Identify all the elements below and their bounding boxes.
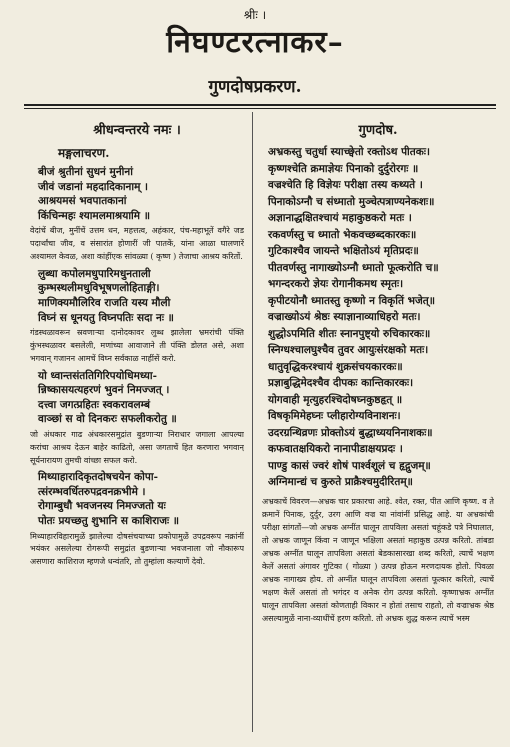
verse-line: गुटिकाश्चैव जायन्ते भक्षितोऽयं मृतिप्रदः॥ — [268, 245, 419, 257]
verse-line: धातुवृद्धिकरश्चायं शुक्रसंचयकारकः॥ — [268, 360, 403, 373]
verse-line: न्निष्कासयत्यहरणं भुवनं निमज्जत् । — [38, 384, 170, 397]
verse-line: स्निग्धश्चालघुश्चैव तुवर आयुःसंरक्षको मतः। — [268, 344, 429, 356]
verse-line: दत्त्वा जगत्प्रहितः स्वकरावलम्बं — [38, 398, 150, 411]
verse-line: जीवं जडानां महदादिकानाम् । — [38, 180, 149, 193]
verse-line: रोगाम्बुधौ भवजनस्य निमज्जतो यः — [38, 500, 166, 513]
sri-mark: श्रीः । — [243, 8, 267, 22]
verse-line: वज्राख्योऽयं श्रेष्ठः स्याज्ञानाव्याधिहरो मतः। — [268, 311, 421, 323]
verse-line: विषकृमिमेहघ्नः प्लीहारोग्यविनाशनः। — [268, 410, 401, 422]
verse-line: कृपीटयोनौ ध्मातस्तु कृष्णो न विकृतिं भजेत्॥ — [268, 294, 436, 307]
section-heading-gundosh: गुणदोष. — [358, 123, 398, 138]
column-divider — [252, 112, 253, 732]
verse-line: पिनाकोऽग्नौ च संध्मातो मुञ्चेत्पत्राण्यनेकशः॥ — [268, 195, 435, 208]
commentary-paragraph: गंडस्थळावरून स्रवणाऱ्या दानोदकावर लुब्ध झालेला भ्रमरांची पंक्ति कुंभस्थळावर बसलेली, मणांच्या आवाजाने ती पंक्ति डोलत असे, अशा भगवान् गजानन आमचें विघ्न सर्वकाळ नाहींसें करो. — [30, 328, 244, 363]
header-rule-thick — [24, 104, 496, 106]
verse-line: लुब्धा कपोलमधुपारिमधुनताली — [38, 267, 151, 280]
verse-line: अग्निमान्द्यं च कुरुते प्राक्रैश्चमुदीरितम्॥ — [268, 476, 413, 488]
verse-line: भगन्दरकरो ज्ञेयः रोगानीकमथ स्मृतः। — [268, 278, 404, 290]
invocation-heading: श्रीधन्वन्तरये नमः । — [93, 123, 181, 138]
verse-line: अभ्रकस्तु चतुर्धा स्याच्छ्वेतो रक्तोऽथ पीतकः। — [268, 146, 430, 158]
verse-line: कुम्भस्थलीमधुविभूषणलोहिताङ्गी। — [38, 282, 160, 295]
verse-line: प्रज्ञाबुद्धिमेदश्चैव दीपकः कान्तिकारकः। — [268, 377, 414, 389]
verse-line: पाण्डु कासं ज्वरं शोषं पार्श्वशूलं च हृद्गुजम्॥ — [268, 459, 431, 472]
section-heading-mangalacharan: मङ्गलाचरण. — [58, 146, 110, 160]
verse-block — [30, 470, 244, 528]
verse-line: मिथ्याहारादिकृतदोषचयेन कोपा- — [38, 471, 158, 484]
chapter-subtitle: गुणदोषप्रकरण. — [208, 77, 302, 97]
right-column — [262, 116, 494, 736]
verse-line: आश्रयमसं भवपातकानां — [38, 195, 127, 208]
verse-line: कफवातक्षयिकरो नानापीडाक्षयप्रदः । — [268, 443, 403, 455]
verse-line: शुद्धोऽपमिति शीतः स्नानपुष्ट्यो रुचिकारकः॥ — [268, 327, 431, 340]
verse-line: अज्ञानाद्धक्षितश्चायं महाकुष्ठकरो मतः । — [268, 212, 412, 224]
verse-line: पीतवर्णस्तु नागाख्योऽग्नौ ध्मातो फूत्करोति च॥ — [268, 261, 439, 274]
verse-block — [30, 369, 244, 427]
verse-block — [30, 267, 244, 325]
verse-line: योगवाही मृत्युहरश्चिदोषघ्नकुष्ठहृत् ॥ — [268, 393, 403, 406]
commentary-paragraph: वेदांचें बीज, मुनींचें उत्तम धन, महत्तत्व, अहंकार, पंच-महाभूतें वगैरे जड पदार्थांचा जीव, व संसारांत होणारीं जी पातकें, यांना आळा घालणारें अश्यामल केवळ, अशा कांहींएक सांवळ्या ( कृष्ण ) तेजाचा आश्रय करितों. — [30, 226, 244, 261]
verse-line: माणिक्यमौलिरिव राजति यस्य मौली — [38, 296, 171, 309]
commentary-paragraph: अभ्रकाचें विवरण—अभ्रक चार प्रकारचा आहे. श्वेत, रक्त, पीत आणि कृष्ण. व ते क्रमानें पिनाक, दुर्दुर, उरग आणि वज्र या नांवांनीं प्रसिद्ध आहे. या अभ्रकांची परीक्षा सांगतों—जो अभ्रक अग्नींत घालून तापविला असतां चहूंकडे पत्रे निघालात, तो अभ्रक जाणून किंवा न जाणून भक्षिला असतां महाकुष्ठ उत्पन्न करितो. तांबडा अभ्रक अग्नींत घालून तापविला असतां बेडकासारखा शब्द करितो, त्याचें भक्षण केलें असतां अंगावर गुटिका ( गोळ्या ) उत्पन्न होऊन मरणदायक होतो. पिवळा अभ्रक नागाख्य होय. तो अग्नींत घालून तापविला असतां फूत्कार करितो, त्याचें भक्षण केलें असतां तो भगंदर व अनेक रोग उत्पन्न करितो. कृष्णाभ्रक अग्नींत घालून तापविला असतां कोणताही विकार न होतां तसाच राहतो, तो वज्राभ्रक श्रेष्ठ असल्यामुळें नाना-व्याधींचें हरण करितो. तो अभ्रक शुद्ध करून त्याचें भस्म — [262, 496, 494, 623]
verse-line: उदरग्रन्थिव्रणः प्रोक्तोऽयं बुद्धाध्ययनिनाशकः॥ — [268, 426, 433, 439]
verse-line: वज्रश्चेति हि विज्ञेयः परीक्षा तस्य कथ्यते । — [268, 179, 423, 191]
verse-line: पोतः प्रयच्छतु शुभानि स काशिराजः ॥ — [38, 515, 180, 528]
commentary-paragraph: जो अंधकार गाढ अंधकारसमुद्रांत बुडणाऱ्या निराधार जगाला आपल्या करांचा आश्रय देऊन बाहेर काढितो, असा जगताचें हित करणारा भगवान् सूर्यनारायण तुमची वांच्छा सफल करो. — [30, 429, 244, 465]
commentary-paragraph: मिथ्याहारविहारामुळें झालेल्या दोषसंचयाच्या प्रकोपामुळें उपद्रवरूप नक्रांनीं भयंकर असलेल्या रोगरूपी समुद्रांत बुडणाऱ्या भवजनाला जो नौकारूप असणारा काशिराज म्हणजे धन्वंतरि, तो तुम्हांला कल्याणें देवो. — [30, 531, 244, 567]
page-title: निघण्टरत्नाकर– — [166, 25, 344, 60]
verse-line: रकवर्णस्तु च ध्मातो भेकवच्छब्दकारकः॥ — [268, 228, 417, 241]
verse-line: किंचिन्महः श्यामलमाश्रयामि ॥ — [38, 209, 150, 222]
verse-block — [30, 165, 244, 223]
left-column — [30, 116, 244, 736]
verse-line: यो ध्वान्तसंततिगिरिपयोधिमध्या- — [38, 369, 157, 382]
verse-line: त्संरम्भवर्धितरुपद्रवनक्रभीमे । — [38, 485, 146, 498]
header-rule-thin — [24, 108, 496, 109]
verse-block — [262, 144, 494, 491]
verse-line: बीजं श्रुतीनां सुधनं मुनीनां — [38, 166, 133, 178]
verse-line: कृष्णश्चेति क्रमाज्ञेयः पिनाको दुर्दुरोरगः ॥ — [268, 162, 419, 175]
verse-line: विघ्नं स धूनयतु विघ्नपतिः सदा नः ॥ — [38, 311, 174, 324]
verse-line: वाञ्छां स वो दिनकरः सफलीकरोतु ॥ — [38, 413, 177, 426]
